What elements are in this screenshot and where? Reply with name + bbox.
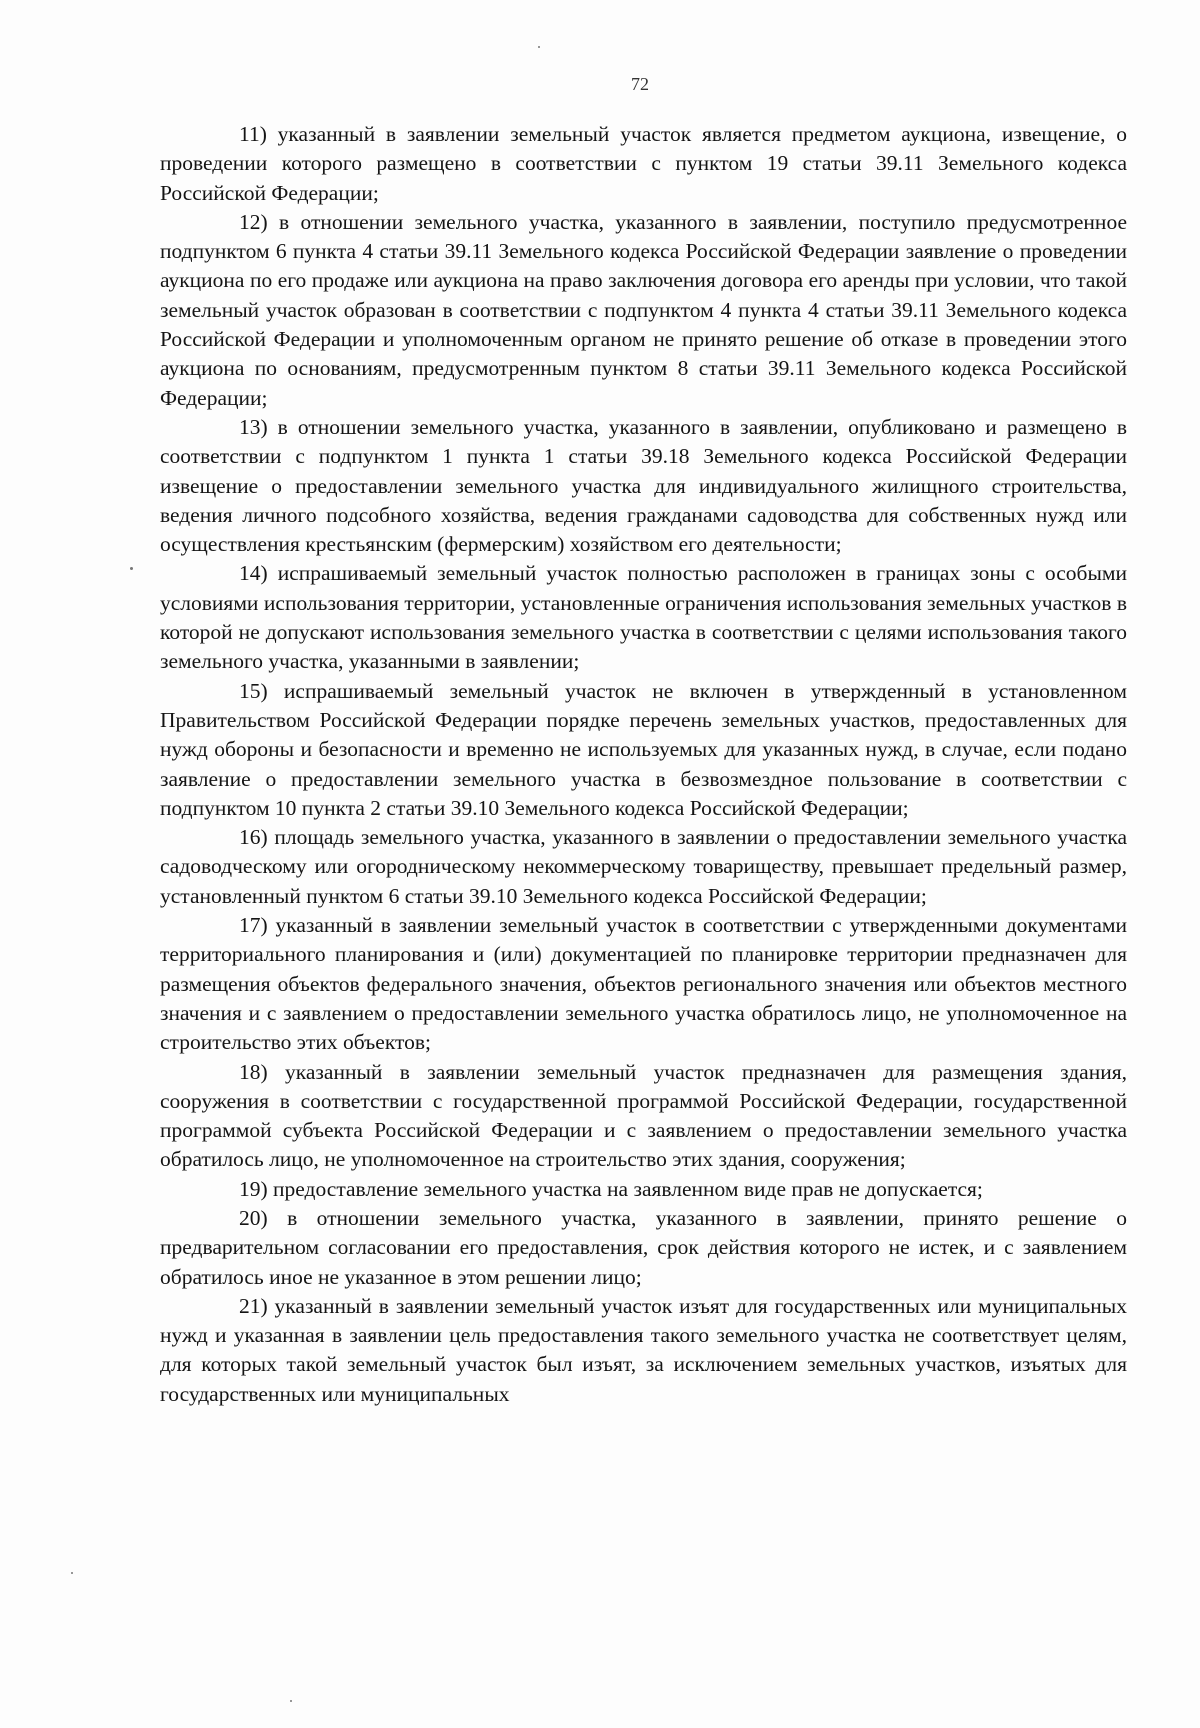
list-item-11: 11) указанный в заявлении земельный участок является предметом аукциона, извещение, о проведении которого размещено в соответствии с пунктом 19 статьи 39.11 Земельного кодекса Российской Федерации;: [160, 122, 1127, 205]
scan-speck: [290, 1700, 292, 1702]
list-item-15: 15) испрашиваемый земельный участок не включен в утвержденный в установленном Правительством Российской Федерации порядке перечень земельных участков, предоставленных для нужд обороны и безопасности и временно не используемых для указанных нужд, в случае, если подано заявление о предоставлении земельного участка в безвозмездное пользование в соответствии с подпунктом 10 пункта 2 статьи 39.10 Земельного кодекса Российской Федерации;: [160, 678, 1127, 820]
list-item-20: 20) в отношении земельного участка, указанного в заявлении, принято решение о предварительном согласовании его предоставления, срок действия которого не истек, и с заявлением обратилось иное не указанное в этом решении лицо;: [160, 1205, 1127, 1289]
list-item-19: 19) предоставление земельного участка на заявленном виде прав не допускается;: [239, 1176, 983, 1201]
scan-speck: [538, 46, 540, 48]
list-item-21: 21) указанный в заявлении земельный участок изъят для государственных или муниципальных нужд и указанная в заявлении цель предоставления такого земельного участка не соответствует целям, для которых такой земельный участок был изъят, за исключением земельных участков, изъятых для государственных или муниципальных: [160, 1293, 1127, 1406]
list-item-18: 18) указанный в заявлении земельный участок предназначен для размещения здания, сооружения в соответствии с государственной программой Российской Федерации, государственной программой субъекта Российской Федерации и с заявлением о предоставлении земельного участка обратилось лицо, не уполномоченное на строительство этих здания, сооружения;: [160, 1059, 1127, 1172]
page-number: 72: [631, 74, 649, 94]
list-item-16: 16) площадь земельного участка, указанного в заявлении о предоставлении земельного участка садоводческому или огородническому некоммерческому товариществу, превышает предельный размер, установленный пунктом 6 статьи 39.10 Земельного кодекса Российской Федерации;: [160, 825, 1127, 908]
document-body: [160, 120, 1127, 1409]
list-item-12: 12) в отношении земельного участка, указанного в заявлении, поступило предусмотренное подпунктом 6 пункта 4 статьи 39.11 Земельного кодекса Российской Федерации заявление о проведении аукциона по его продаже или аукциона на право заключения договора его аренды при условии, что такой земельный участок образован в соответствии с подпунктом 4 пункта 4 статьи 39.11 Земельного кодекса Российской Федерации и уполномоченным органом не принято решение об отказе в проведении этого аукциона по основаниям, предусмотренным пунктом 8 статьи 39.11 Земельного кодекса Российской Федерации;: [160, 209, 1127, 410]
list-item-13: 13) в отношении земельного участка, указанного в заявлении, опубликовано и размещено в соответствии с подпунктом 1 пункта 1 статьи 39.18 Земельного кодекса Российской Федерации извещение о предоставлении земельного участка для индивидуального жилищного строительства, ведения личного подсобного хозяйства, ведения гражданами садоводства для собственных нужд или осуществления крестьянским (фермерским) хозяйством его деятельности;: [160, 414, 1127, 557]
list-item-17: 17) указанный в заявлении земельный участок в соответствии с утвержденными документами территориального планирования и (или) документацией по планировке территории предназначен для размещения объектов федерального значения, объектов регионального значения или объектов местного значения и с заявлением о предоставлении земельного участка обратилось лицо, не уполномоченное на строительство этих объектов;: [160, 913, 1127, 1055]
scan-speck: [71, 1572, 73, 1574]
list-item-14: 14) испрашиваемый земельный участок полностью расположен в границах зоны с особыми условиями использования территории, установленные ограничения использования земельных участков в которой не допускают использования земельного участка в соответствии с целями использования такого земельного участка, указанными в заявлении;: [160, 561, 1127, 674]
scan-speck: [130, 567, 133, 570]
